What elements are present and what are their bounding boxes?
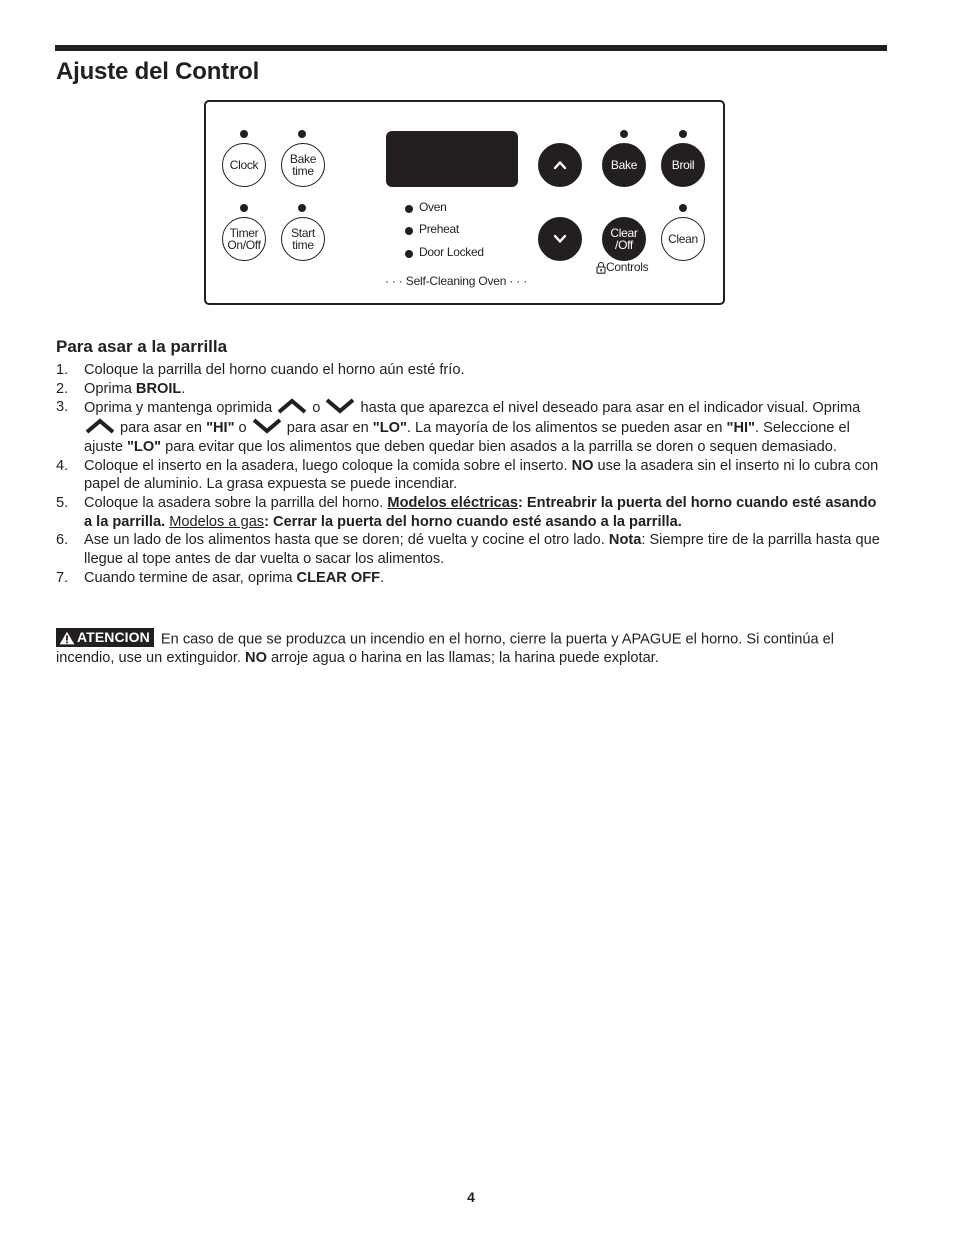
warning-text-bold: NO (245, 650, 267, 667)
up-arrow-icon (553, 160, 567, 170)
timer-led (240, 204, 248, 212)
warning-triangle-icon (59, 631, 75, 645)
bake-time-button-label: Bake time (289, 152, 317, 178)
bake-time-led (298, 130, 306, 138)
list-item (56, 361, 886, 380)
step-text-underline: Modelos a gas (169, 513, 265, 530)
warning-badge (56, 628, 154, 647)
step-text: para asar en (116, 420, 207, 437)
self-cleaning-oven-label: · · · Self-Cleaning Oven · · · (384, 274, 528, 288)
start-time-button-label: Start time (291, 226, 315, 252)
step-text: para asar en (282, 420, 373, 437)
step-number: 2. (56, 380, 69, 397)
step-text: hasta que aparezca el nivel deseado para asar en el indicador visual. Oprima (356, 400, 861, 417)
broil-button-label: Broil (671, 158, 695, 172)
fire-warning (56, 628, 886, 668)
list-item (56, 569, 886, 588)
broil-led (679, 130, 687, 138)
step-text-bold: "HI" (726, 420, 755, 437)
list-item (56, 494, 886, 531)
broil-button[interactable] (661, 143, 705, 187)
list-item (56, 398, 886, 456)
clean-button-label: Clean (668, 232, 698, 246)
warning-text: arroje agua o harina en las llamas; la harina puede explotar. (266, 650, 659, 667)
down-arrow-icon (324, 398, 356, 414)
step-number: 5. (56, 494, 69, 511)
clean-button[interactable] (661, 217, 705, 261)
step-text-bold: "HI" (206, 420, 235, 437)
step-text: o (308, 400, 325, 417)
bake-button-label: Bake (610, 158, 638, 172)
section-title: Para asar a la parrilla (56, 337, 228, 356)
timer-button-label: Timer On/Off (227, 226, 261, 252)
step-text: Ase un lado de los alimentos hasta que se doren; dé vuelta y cocine el otro lado. (84, 532, 609, 549)
down-arrow-icon (553, 234, 567, 244)
step-number: 4. (56, 457, 69, 474)
step-text-bold: "LO" (372, 420, 407, 437)
step-text: . Seleccione el ajuste (84, 420, 850, 455)
page-number: 4 (467, 1189, 475, 1205)
bake-button[interactable] (602, 143, 646, 187)
step-text-bold: : Cerrar la puerta del horno cuando esté asando a la parrilla. (264, 513, 682, 530)
clean-led (679, 204, 687, 212)
timer-button[interactable] (222, 217, 266, 261)
step-text: . (380, 569, 385, 586)
up-button[interactable] (538, 143, 582, 187)
step-text: : Siempre tire de la parrilla hasta que llegue al tope antes de dar vuelta o sacar los alimentos. (84, 532, 880, 568)
oven-indicator-label: Oven (419, 200, 447, 214)
clock-led (240, 130, 248, 138)
step-text-bold: "LO" (127, 438, 162, 455)
step-text: Coloque la parrilla del horno cuando el horno aún esté frío. (84, 362, 465, 378)
preheat-indicator-label: Preheat (419, 222, 459, 236)
step-text: Coloque el inserto en la asadera, luego coloque la comida sobre el inserto. (84, 457, 572, 474)
clear-off-button-label: Clear /Off (610, 226, 638, 252)
step-text: o (234, 420, 251, 437)
step-text-bold: Nota (608, 532, 642, 549)
clock-button[interactable] (222, 143, 266, 187)
door-locked-indicator-led (405, 250, 413, 258)
oven-indicator-led (405, 205, 413, 213)
door-locked-indicator-label: Door Locked (419, 245, 484, 259)
clear-off-button[interactable] (602, 217, 646, 261)
step-text-bold: CLEAR OFF (296, 569, 381, 586)
step-number: 7. (56, 569, 69, 586)
control-panel (204, 100, 725, 305)
start-time-led (298, 204, 306, 212)
list-item (56, 531, 886, 568)
step-text-bold: BROIL (135, 380, 182, 397)
down-button[interactable] (538, 217, 582, 261)
step-text: Coloque la asadera sobre la parrilla del horno. (84, 494, 388, 511)
start-time-button[interactable] (281, 217, 325, 261)
step-text: Oprima y mantenga oprimida (84, 400, 277, 417)
clock-button-label: Clock (229, 158, 259, 172)
up-arrow-icon (276, 398, 308, 414)
bake-led (620, 130, 628, 138)
step-text: use la asadera sin el inserto ni lo cubra con papel de aluminio. La grasa expuesta se puede incendiar. (84, 457, 879, 493)
list-item (56, 457, 886, 494)
bake-time-button[interactable] (281, 143, 325, 187)
page-title: Ajuste del Control (56, 58, 260, 85)
preheat-indicator-led (405, 227, 413, 235)
oven-display (386, 131, 518, 187)
controls-text: Controls (606, 260, 649, 274)
step-text-underline: Modelos eléctricas (387, 494, 519, 511)
warning-badge-text: ATENCION (77, 629, 150, 646)
broil-steps-list (56, 361, 886, 587)
step-number: 6. (56, 532, 69, 549)
step-number: 3. (56, 399, 69, 416)
down-arrow-icon (251, 418, 283, 434)
step-text: Oprima (84, 380, 136, 397)
step-text: . La mayoría de los alimentos se pueden asar en (406, 420, 727, 437)
lock-icon (596, 261, 606, 274)
step-text-bold: NO (571, 457, 594, 474)
list-item (56, 380, 886, 399)
step-text: Cuando termine de asar, oprima (84, 569, 297, 586)
lock-controls-label (596, 260, 648, 274)
step-text: para evitar que los alimentos que deben quedar bien asados a la parrilla se doren o sequen demasiado. (161, 438, 837, 455)
step-text: . (181, 380, 186, 397)
step-number: 1. (56, 362, 69, 378)
warning-text: En caso de que se produzca un incendio en el horno, cierre la puerta y APAGUE el horno. Si continúa el incendio, use un extinguidor. (56, 631, 835, 667)
step-text-bold: : Entreabrir la puerta del horno cuando esté asando a la parrilla. (84, 494, 877, 530)
up-arrow-icon (84, 418, 116, 434)
